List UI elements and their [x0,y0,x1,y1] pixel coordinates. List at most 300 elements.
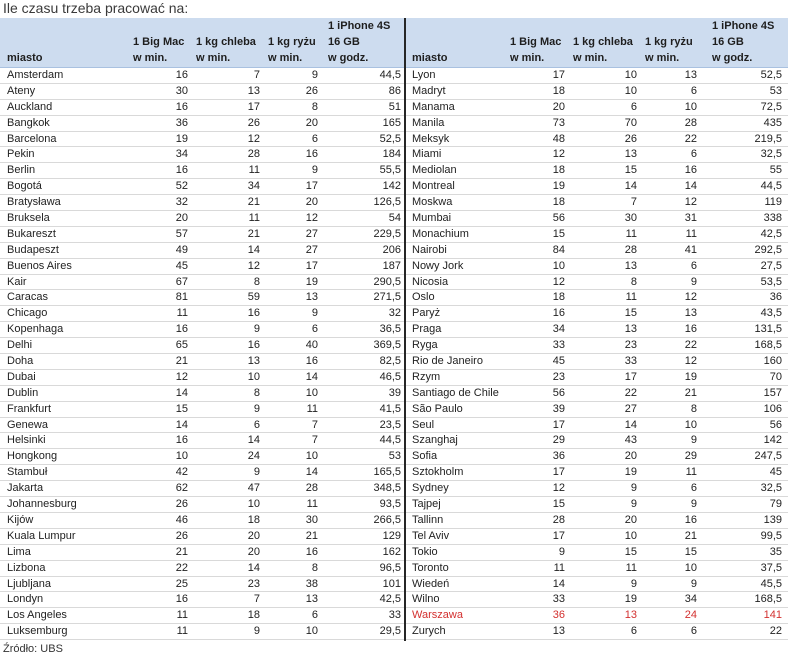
table-cell-rice: 16 [684,164,697,177]
table-cell-rice: 6 [690,148,697,161]
table-cell-bread: 13 [624,609,637,622]
table-cell-iphone: 27,5 [760,259,782,272]
table-cell-iphone: 187 [382,259,401,272]
column-header-city [406,18,505,67]
table-cell-city: Rzym [412,370,441,383]
page-title: Ile czasu trzeba pracować na: [3,0,189,16]
table-cell-bread: 21 [247,227,260,240]
table-cell-rice: 17 [305,259,318,272]
table-cell-iphone: 44,5 [379,69,401,81]
table-cell-bread: 26 [247,116,260,129]
table-cell-rice: 38 [305,577,318,590]
column-header-city [0,18,128,67]
table-cell-city: Manila [412,116,445,129]
table-cell-city: Bukareszt [7,227,56,240]
table-cell-big-mac: 14 [175,386,188,399]
table-right-half [406,18,788,640]
table-cell-iphone: 32,5 [760,148,782,161]
table-cell-bread: 27 [624,402,637,415]
table-cell-city: Miami [412,148,442,161]
table-cell-iphone: 142 [763,434,782,447]
table-cell-iphone: 33 [388,609,401,622]
table-row [0,545,404,561]
table-cell-iphone: 23,5 [379,418,401,431]
column-header-line: miasto [412,52,448,64]
table-row [0,195,404,211]
table-cell-bread: 16 [247,339,260,352]
column-header-iphone [321,18,404,67]
table-cell-city: Doha [7,355,34,368]
table-cell-city: Kuala Lumpur [7,529,76,542]
table-cell-big-mac: 18 [552,196,565,209]
table-cell-big-mac: 13 [552,625,565,638]
table-cell-iphone: 139 [763,513,782,526]
table-cell-city: Amsterdam [7,69,64,81]
table-cell-bread: 16 [247,307,260,320]
table-cell-bread: 70 [624,116,637,129]
table-cell-city: Los Angeles [7,609,67,622]
table-cell-city: Dubai [7,370,36,383]
table-cell-big-mac: 36 [552,609,565,622]
table-cell-city: Ryga [412,339,438,352]
table-cell-city: Bangkok [7,116,50,129]
table-cell-city: Dublin [7,386,39,399]
table-row [406,513,788,529]
table-cell-iphone: 56 [769,418,782,431]
table-cell-iphone: 46,5 [379,370,401,383]
table-cell-big-mac: 18 [552,164,565,177]
column-header-line: 1 kg ryżu [645,36,693,48]
table-cell-bread: 17 [624,370,637,383]
table-cell-bread: 15 [624,164,637,177]
table-cell-rice: 12 [684,291,697,304]
table-cell-city: Buenos Aires [7,259,72,272]
column-header-line: 1 iPhone 4S [328,20,391,32]
table-row [0,243,404,259]
table-cell-bread: 8 [253,275,260,288]
table-cell-rice: 29 [684,450,697,463]
table-row [406,433,788,449]
table-cell-bread: 9 [630,482,637,495]
table-cell-city: Praga [412,323,442,336]
table-row [406,290,788,306]
table-cell-bread: 20 [247,545,260,558]
table-row [406,322,788,338]
table-row [0,290,404,306]
table-cell-iphone: 53 [769,84,782,97]
table-cell-rice: 10 [305,625,318,638]
table-cell-iphone: 36,5 [379,323,401,336]
table-row [406,179,788,195]
table-cell-bread: 28 [624,243,637,256]
table-cell-bread: 59 [247,291,260,304]
table-cell-rice: 10 [684,418,697,431]
table-cell-rice: 15 [684,545,697,558]
table-row [406,402,788,418]
table-row [0,338,404,354]
table-cell-rice: 13 [684,69,697,81]
table-cell-big-mac: 62 [175,482,188,495]
table-row [0,84,404,100]
table-row [406,211,788,227]
table-cell-city: Stambuł [7,466,48,479]
table-cell-bread: 11 [625,227,637,240]
table-cell-rice: 21 [684,529,697,542]
table-cell-city: Jakarta [7,482,44,495]
table-cell-big-mac: 65 [175,339,188,352]
table-cell-iphone: 52,5 [760,69,782,81]
table-cell-iphone: 39 [388,386,401,399]
table-cell-big-mac: 21 [175,545,188,558]
table-cell-rice: 28 [305,482,318,495]
table-cell-iphone: 43,5 [760,307,782,320]
table-cell-rice: 13 [684,307,697,320]
table-cell-rice: 10 [305,386,318,399]
table-cell-iphone: 99,5 [760,529,782,542]
table-cell-big-mac: 14 [552,577,565,590]
table-cell-city: Meksyk [412,132,450,145]
table-cell-iphone: 165,5 [373,466,401,479]
table-cell-bread: 7 [253,69,260,81]
table-cell-big-mac: 73 [552,116,565,129]
table-cell-city: Berlin [7,164,36,177]
table-cell-city: Tel Aviv [412,529,450,542]
table-cell-big-mac: 36 [175,116,188,129]
column-header-line: w min. [573,52,608,64]
table-cell-city: Hongkong [7,450,58,463]
table-cell-city: Wilno [412,593,440,606]
table-cell-big-mac: 17 [552,466,565,479]
table-cell-bread: 20 [247,529,260,542]
table-cell-bread: 19 [624,466,637,479]
table-cell-bread: 13 [624,259,637,272]
table-cell-big-mac: 16 [175,323,188,336]
column-header-line: w min. [133,52,168,64]
table-cell-bread: 13 [624,323,637,336]
table-cell-big-mac: 19 [552,180,565,193]
table-cell-iphone: 32,5 [760,482,782,495]
table-cell-iphone: 348,5 [373,482,401,495]
table-cell-bread: 34 [247,180,260,193]
table-cell-iphone: 266,5 [373,513,401,526]
table-cell-big-mac: 18 [552,84,565,97]
table-cell-big-mac: 34 [552,323,565,336]
table-cell-iphone: 131,5 [754,323,782,336]
table-row [406,195,788,211]
table-row [406,608,788,624]
table-cell-rice: 9 [690,434,697,447]
table-row [0,402,404,418]
table-cell-big-mac: 16 [175,100,188,113]
table-cell-rice: 19 [305,275,318,288]
column-header-line: 1 kg chleba [573,36,633,48]
table-row [0,370,404,386]
table-row [406,84,788,100]
table-cell-iphone: 32 [388,307,401,320]
table-cell-rice: 13 [305,593,318,606]
table-cell-big-mac: 17 [552,529,565,542]
table-cell-rice: 31 [684,212,697,225]
table-row [406,68,788,84]
table-row [406,592,788,608]
table-cell-city: Caracas [7,291,48,304]
table-cell-rice: 7 [311,418,318,431]
table-cell-big-mac: 28 [552,513,565,526]
table-cell-rice: 6 [690,625,697,638]
table-cell-iphone: 44,5 [379,434,401,447]
table-cell-rice: 26 [305,84,318,97]
table-cell-big-mac: 15 [552,227,565,240]
column-header-big-mac [505,18,568,67]
table-row [406,624,788,640]
table-cell-iphone: 142 [382,180,401,193]
table-cell-iphone: 101 [382,577,401,590]
table-row [0,529,404,545]
table-cell-bread: 20 [624,450,637,463]
table-cell-bread: 14 [247,243,260,256]
table-cell-big-mac: 11 [176,307,188,320]
table-cell-city: Manama [412,100,455,113]
table-cell-big-mac: 46 [175,513,188,526]
table-left-half [0,18,404,640]
table-cell-big-mac: 10 [552,259,565,272]
column-header-line: 1 kg ryżu [268,36,316,48]
table-cell-bread: 11 [625,561,637,574]
table-cell-iphone: 219,5 [754,132,782,145]
table-cell-bread: 13 [247,355,260,368]
table-cell-rice: 11 [685,227,697,240]
table-row [406,306,788,322]
table-cell-iphone: 271,5 [373,291,401,304]
table-cell-city: Lyon [412,69,436,81]
table-cell-big-mac: 57 [175,227,188,240]
table-row [406,116,788,132]
table-cell-bread: 10 [247,498,260,511]
table-cell-big-mac: 34 [175,148,188,161]
table-cell-bread: 28 [247,148,260,161]
table-cell-rice: 30 [305,513,318,526]
table-row [0,608,404,624]
table-cell-big-mac: 15 [175,402,188,415]
table-cell-bread: 7 [630,196,637,209]
table-cell-city: Monachium [412,227,469,240]
table-row [0,322,404,338]
table-row [0,418,404,434]
table-cell-bread: 11 [248,164,260,177]
table-row [406,100,788,116]
table-cell-iphone: 29,5 [379,625,401,638]
table-row [406,354,788,370]
table-cell-rice: 19 [684,370,697,383]
table-row [406,418,788,434]
table-cell-big-mac: 26 [175,498,188,511]
table-cell-bread: 17 [247,100,260,113]
table-row [0,624,404,640]
table-cell-big-mac: 9 [558,545,565,558]
table-cell-bread: 18 [247,513,260,526]
table-cell-rice: 6 [690,259,697,272]
table-cell-rice: 7 [311,434,318,447]
table-cell-city: Sydney [412,482,449,495]
table-row [406,147,788,163]
table-cell-bread: 9 [253,625,260,638]
column-header-iphone [700,18,788,67]
table-cell-rice: 22 [684,339,697,352]
table-cell-big-mac: 84 [552,243,565,256]
table-cell-bread: 8 [253,386,260,399]
table-cell-rice: 34 [684,593,697,606]
table-cell-bread: 23 [624,339,637,352]
table-cell-rice: 16 [684,513,697,526]
table-cell-iphone: 42,5 [760,227,782,240]
column-header-line: 1 Big Mac [510,36,562,48]
table-cell-big-mac: 16 [552,307,565,320]
table-row [0,68,404,84]
table-cell-city: Ljubljana [7,577,52,590]
table-cell-bread: 15 [624,545,637,558]
table-cell-big-mac: 25 [175,577,188,590]
table-cell-bread: 43 [624,434,637,447]
table-cell-rice: 10 [684,561,697,574]
table-cell-rice: 24 [684,609,697,622]
table-row [0,179,404,195]
table-cell-big-mac: 23 [552,370,565,383]
table-cell-bread: 7 [253,593,260,606]
table-cell-city: Moskwa [412,196,453,209]
table-cell-rice: 9 [690,498,697,511]
table-cell-city: Seul [412,418,435,431]
table-cell-city: Nicosia [412,275,449,288]
table-cell-bread: 9 [253,323,260,336]
table-cell-big-mac: 45 [552,355,565,368]
column-header-big-mac [128,18,191,67]
table-cell-iphone: 93,5 [379,498,401,511]
table-row [406,577,788,593]
table-cell-big-mac: 67 [175,275,188,288]
table-cell-big-mac: 45 [175,259,188,272]
table-cell-big-mac: 16 [175,593,188,606]
table-cell-big-mac: 12 [552,482,565,495]
table-cell-city: Delhi [7,339,33,352]
table-row [0,449,404,465]
table-cell-bread: 14 [624,180,637,193]
table-cell-iphone: 54 [388,212,401,225]
table-cell-iphone: 82,5 [379,355,401,368]
table-cell-rice: 14 [305,370,318,383]
table-row [0,577,404,593]
table-cell-bread: 22 [624,386,637,399]
table-cell-city: Zurych [412,625,446,638]
table-cell-big-mac: 30 [175,84,188,97]
table-cell-big-mac: 48 [552,132,565,145]
table-cell-city: Lizbona [7,561,46,574]
table-cell-big-mac: 19 [175,132,188,145]
table-cell-iphone: 35 [769,545,782,558]
table-cell-iphone: 168,5 [754,339,782,352]
column-header-line: miasto [7,52,43,64]
table-cell-big-mac: 17 [552,418,565,431]
table-cell-bread: 20 [624,513,637,526]
table-cell-rice: 17 [305,180,318,193]
table-row [406,163,788,179]
table-cell-bread: 18 [247,609,260,622]
table-cell-city: Pekin [7,148,35,161]
column-header-line: 1 kg chleba [196,36,256,48]
table-cell-rice: 8 [690,402,697,415]
table-cell-rice: 20 [305,196,318,209]
table-row [406,370,788,386]
table-cell-bread: 13 [624,148,637,161]
table-cell-big-mac: 10 [175,450,188,463]
table-row [0,481,404,497]
table-cell-iphone: 70 [769,370,782,383]
table-cell-iphone: 435 [763,116,782,129]
table-cell-iphone: 141 [763,609,782,622]
table-cell-big-mac: 11 [176,625,188,638]
table-row [406,561,788,577]
table-row [406,465,788,481]
table-cell-big-mac: 56 [552,212,565,225]
table-cell-bread: 10 [247,370,260,383]
table-cell-city: Toronto [412,561,449,574]
column-header-line: w min. [510,52,545,64]
table-row [0,513,404,529]
table-cell-iphone: 129 [382,529,401,542]
column-header-line: w min. [645,52,680,64]
table-body [0,68,404,640]
table-cell-city: Mumbai [412,212,452,225]
table-row [0,275,404,291]
table-cell-iphone: 229,5 [373,227,401,240]
table-cell-bread: 6 [630,100,637,113]
table-row [0,561,404,577]
table-cell-city: Tokio [412,545,438,558]
table-cell-iphone: 86 [388,84,401,97]
table-cell-city: Madryt [412,84,446,97]
column-header-line: w godz. [712,52,753,64]
table-cell-iphone: 45 [769,466,782,479]
table-row [0,227,404,243]
table-cell-bread: 19 [624,593,637,606]
table-cell-iphone: 369,5 [373,339,401,352]
table-cell-city: Helsinki [7,434,46,447]
table-cell-rice: 10 [305,450,318,463]
table-cell-big-mac: 42 [175,466,188,479]
table-row [0,497,404,513]
table-row [0,386,404,402]
table-cell-city: Mediolan [412,164,457,177]
table-cell-iphone: 52,5 [379,132,401,145]
table-body [406,68,788,640]
table-cell-rice: 11 [685,466,697,479]
table-cell-city: Bruksela [7,212,50,225]
table-row [406,227,788,243]
table-cell-rice: 6 [311,323,318,336]
table-cell-city: Sztokholm [412,466,464,479]
table-cell-rice: 27 [305,227,318,240]
table-cell-city: Rio de Janeiro [412,355,483,368]
table-row [406,243,788,259]
table-cell-big-mac: 16 [175,69,188,81]
table-cell-iphone: 126,5 [373,196,401,209]
table-cell-bread: 6 [630,625,637,638]
table-cell-city: São Paulo [412,402,463,415]
table-row [0,433,404,449]
table-cell-city: Frankfurt [7,402,52,415]
table-cell-iphone: 51 [388,100,401,113]
table-cell-bread: 9 [253,466,260,479]
table-cell-rice: 21 [305,529,318,542]
